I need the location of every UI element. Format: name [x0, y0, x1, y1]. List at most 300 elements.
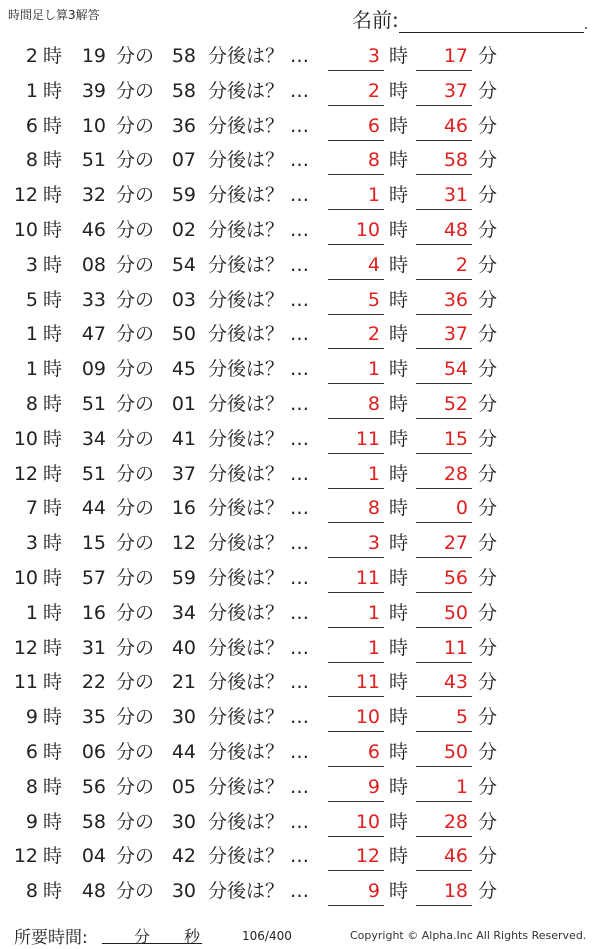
start-minute: 51 — [81, 462, 106, 485]
answer-minute: 58 — [443, 149, 468, 172]
answer-hour: 10 — [355, 706, 380, 729]
minutes-of-label: 分の — [116, 114, 155, 137]
answer-hour-label: 時 — [389, 566, 409, 589]
answer-minute-label: 分 — [478, 184, 498, 207]
start-minute: 39 — [81, 79, 106, 102]
start-hour: 10 — [13, 566, 38, 589]
answer-minute: 37 — [443, 79, 468, 102]
answer-minute-underline — [416, 348, 472, 349]
minutes-of-label: 分の — [116, 497, 155, 520]
answer-minute-label: 分 — [478, 845, 498, 868]
answer-hour-underline — [328, 174, 384, 175]
start-hour: 5 — [25, 288, 38, 311]
problem-row — [0, 526, 600, 561]
minutes-of-label: 分の — [116, 601, 155, 624]
answer-minute: 48 — [443, 218, 468, 241]
problem-row — [0, 457, 600, 492]
answer-hour: 1 — [367, 601, 380, 624]
hour-label: 時 — [43, 845, 63, 868]
answer-minute-label: 分 — [478, 218, 498, 241]
answer-minute-underline — [416, 279, 472, 280]
start-minute: 16 — [81, 601, 106, 624]
minutes-of-label: 分の — [116, 427, 155, 450]
start-hour: 10 — [13, 427, 38, 450]
minutes-after-label: 分後は？ … — [208, 114, 310, 137]
answer-minute-underline — [416, 418, 472, 419]
answer-minute-label: 分 — [478, 288, 498, 311]
answer-hour-underline — [328, 488, 384, 489]
minutes-of-label: 分の — [116, 184, 155, 207]
start-hour: 3 — [25, 532, 38, 555]
answer-minute-label: 分 — [478, 497, 498, 520]
copyright-notice: Copyright © Alpha.Inc All Rights Reserved. — [350, 929, 587, 942]
problem-row — [0, 700, 600, 735]
name-end-dot: . — [583, 17, 589, 33]
problem-row — [0, 735, 600, 770]
minutes-after-label: 分後は？ … — [208, 636, 310, 659]
answer-hour-label: 時 — [389, 392, 409, 415]
minutes-after-label: 分後は？ … — [208, 532, 310, 555]
answer-minute: 50 — [443, 740, 468, 763]
start-minute: 15 — [81, 532, 106, 555]
answer-minute-label: 分 — [478, 45, 498, 67]
answer-minute: 15 — [443, 427, 468, 450]
minutes-of-label: 分の — [116, 79, 155, 102]
answer-hour-underline — [328, 383, 384, 384]
start-hour: 8 — [25, 392, 38, 415]
answer-minute-underline — [416, 627, 472, 628]
hour-label: 時 — [43, 358, 63, 381]
answer-hour-underline — [328, 279, 384, 280]
start-minute: 04 — [81, 845, 106, 868]
answer-hour-underline — [328, 662, 384, 663]
answer-hour-label: 時 — [389, 427, 409, 450]
answer-hour-label: 時 — [389, 323, 409, 346]
hour-label: 時 — [43, 775, 63, 798]
answer-minute-underline — [416, 696, 472, 697]
answer-hour-underline — [328, 209, 384, 210]
answer-minute: 27 — [443, 532, 468, 555]
minutes-after-label: 分後は？ … — [208, 880, 310, 903]
answer-hour: 3 — [367, 532, 380, 555]
start-hour: 3 — [25, 253, 38, 276]
minutes-after-label: 分後は？ … — [208, 706, 310, 729]
problem-row — [0, 631, 600, 666]
answer-hour-underline — [328, 140, 384, 141]
hour-label: 時 — [43, 532, 63, 555]
minutes-after-label: 分後は？ … — [208, 671, 310, 694]
answer-hour-label: 時 — [389, 114, 409, 137]
start-hour: 8 — [25, 775, 38, 798]
start-minute: 22 — [81, 671, 106, 694]
answer-hour-underline — [328, 766, 384, 767]
problem-row — [0, 74, 600, 109]
answer-minute-label: 分 — [478, 358, 498, 381]
answer-hour: 4 — [367, 253, 380, 276]
start-minute: 44 — [81, 497, 106, 520]
start-minute: 33 — [81, 288, 106, 311]
problem-row — [0, 665, 600, 700]
answer-minute-label: 分 — [478, 601, 498, 624]
minutes-of-label: 分の — [116, 740, 155, 763]
start-hour: 2 — [25, 45, 38, 67]
minutes-after-label: 分後は？ … — [208, 740, 310, 763]
answer-minute-label: 分 — [478, 740, 498, 763]
start-minute: 56 — [81, 775, 106, 798]
answer-minute-label: 分 — [478, 323, 498, 346]
answer-minute-underline — [416, 522, 472, 523]
answer-hour-label: 時 — [389, 671, 409, 694]
minutes-after-label: 分後は？ … — [208, 218, 310, 241]
answer-minute-underline — [416, 140, 472, 141]
minutes-after-label: 分後は？ … — [208, 358, 310, 381]
answer-minute: 0 — [455, 497, 468, 520]
hour-label: 時 — [43, 706, 63, 729]
answer-hour: 9 — [367, 880, 380, 903]
hour-label: 時 — [43, 566, 63, 589]
hour-label: 時 — [43, 114, 63, 137]
time-required-line — [102, 943, 202, 944]
added-minutes: 30 — [171, 810, 196, 833]
answer-hour: 1 — [367, 636, 380, 659]
start-hour: 6 — [25, 740, 38, 763]
answer-hour-underline — [328, 453, 384, 454]
added-minutes: 01 — [171, 392, 196, 415]
start-hour: 1 — [25, 323, 38, 346]
name-field — [352, 4, 588, 33]
answer-minute-underline — [416, 488, 472, 489]
answer-hour: 10 — [355, 218, 380, 241]
minutes-of-label: 分の — [116, 253, 155, 276]
minutes-after-label: 分後は？ … — [208, 497, 310, 520]
minutes-after-label: 分後は？ … — [208, 45, 310, 67]
worksheet-title: 時間足し算3解答 — [8, 8, 100, 22]
hour-label: 時 — [43, 880, 63, 903]
added-minutes: 30 — [171, 880, 196, 903]
minutes-of-label: 分の — [116, 462, 155, 485]
minutes-after-label: 分後は？ … — [208, 253, 310, 276]
answer-hour-underline — [328, 314, 384, 315]
answer-hour-underline — [328, 870, 384, 871]
answer-hour-underline — [328, 731, 384, 732]
added-minutes: 58 — [171, 79, 196, 102]
start-minute: 31 — [81, 636, 106, 659]
hour-label: 時 — [43, 740, 63, 763]
answer-minute: 31 — [443, 184, 468, 207]
hour-label: 時 — [43, 427, 63, 450]
answer-hour: 12 — [355, 845, 380, 868]
answer-hour: 9 — [367, 775, 380, 798]
answer-hour-label: 時 — [389, 358, 409, 381]
start-hour: 7 — [25, 497, 38, 520]
problem-row — [0, 805, 600, 840]
start-minute: 19 — [81, 45, 106, 67]
answer-hour-underline — [328, 557, 384, 558]
added-minutes: 12 — [171, 532, 196, 555]
minutes-after-label: 分後は？ … — [208, 775, 310, 798]
answer-minute-label: 分 — [478, 636, 498, 659]
answer-minute: 54 — [443, 358, 468, 381]
problem-row — [0, 352, 600, 387]
answer-minute-underline — [416, 314, 472, 315]
answer-minute: 36 — [443, 288, 468, 311]
start-hour: 12 — [13, 636, 38, 659]
answer-hour-underline — [328, 70, 384, 71]
problem-row — [0, 491, 600, 526]
answer-minute: 56 — [443, 566, 468, 589]
answer-hour: 8 — [367, 497, 380, 520]
start-minute: 10 — [81, 114, 106, 137]
minutes-of-label: 分の — [116, 218, 155, 241]
answer-hour-label: 時 — [389, 184, 409, 207]
hour-label: 時 — [43, 323, 63, 346]
answer-minute-underline — [416, 70, 472, 71]
added-minutes: 21 — [171, 671, 196, 694]
start-minute: 08 — [81, 253, 106, 276]
added-minutes: 05 — [171, 775, 196, 798]
answer-hour-underline — [328, 905, 384, 906]
answer-hour: 1 — [367, 184, 380, 207]
minutes-after-label: 分後は？ … — [208, 149, 310, 172]
minutes-of-label: 分の — [116, 323, 155, 346]
answer-hour-underline — [328, 418, 384, 419]
problem-row — [0, 317, 600, 352]
start-minute: 34 — [81, 427, 106, 450]
start-minute: 47 — [81, 323, 106, 346]
answer-hour: 2 — [367, 79, 380, 102]
start-hour: 11 — [13, 671, 38, 694]
answer-minute: 46 — [443, 845, 468, 868]
problem-row — [0, 109, 600, 144]
hour-label: 時 — [43, 810, 63, 833]
problem-row — [0, 770, 600, 805]
answer-hour-underline — [328, 836, 384, 837]
hour-label: 時 — [43, 253, 63, 276]
answer-minute-label: 分 — [478, 392, 498, 415]
added-minutes: 34 — [171, 601, 196, 624]
start-hour: 12 — [13, 184, 38, 207]
answer-hour: 6 — [367, 740, 380, 763]
answer-hour-label: 時 — [389, 149, 409, 172]
start-minute: 32 — [81, 184, 106, 207]
answer-hour: 11 — [355, 427, 380, 450]
problem-row — [0, 596, 600, 631]
minutes-of-label: 分の — [116, 45, 155, 67]
start-hour: 9 — [25, 706, 38, 729]
answer-minute-underline — [416, 662, 472, 663]
minutes-of-label: 分の — [116, 636, 155, 659]
answer-minute-underline — [416, 453, 472, 454]
added-minutes: 36 — [171, 114, 196, 137]
time-required-label: 所要時間: — [14, 928, 88, 948]
answer-hour-label: 時 — [389, 462, 409, 485]
added-minutes: 59 — [171, 184, 196, 207]
problem-row — [0, 248, 600, 283]
start-minute: 35 — [81, 706, 106, 729]
answer-minute-label: 分 — [478, 706, 498, 729]
hour-label: 時 — [43, 184, 63, 207]
start-minute: 51 — [81, 392, 106, 415]
answer-hour: 1 — [367, 358, 380, 381]
added-minutes: 03 — [171, 288, 196, 311]
answer-hour-label: 時 — [389, 706, 409, 729]
answer-hour-underline — [328, 348, 384, 349]
time-seconds-unit: 秒 — [184, 927, 201, 946]
minutes-after-label: 分後は？ … — [208, 427, 310, 450]
start-hour: 9 — [25, 810, 38, 833]
minutes-after-label: 分後は？ … — [208, 184, 310, 207]
hour-label: 時 — [43, 218, 63, 241]
start-hour: 12 — [13, 462, 38, 485]
added-minutes: 50 — [171, 323, 196, 346]
answer-hour-label: 時 — [389, 880, 409, 903]
answer-minute: 46 — [443, 114, 468, 137]
start-hour: 1 — [25, 601, 38, 624]
answer-minute-label: 分 — [478, 671, 498, 694]
answer-minute: 28 — [443, 462, 468, 485]
answer-minute-underline — [416, 870, 472, 871]
added-minutes: 41 — [171, 427, 196, 450]
minutes-of-label: 分の — [116, 880, 155, 903]
problem-row — [0, 39, 600, 74]
answer-hour-label: 時 — [389, 497, 409, 520]
answer-hour: 8 — [367, 392, 380, 415]
answer-minute-label: 分 — [478, 775, 498, 798]
added-minutes: 30 — [171, 706, 196, 729]
answer-hour: 2 — [367, 323, 380, 346]
problem-row — [0, 422, 600, 457]
answer-hour: 3 — [367, 45, 380, 67]
added-minutes: 58 — [171, 45, 196, 67]
added-minutes: 02 — [171, 218, 196, 241]
answer-hour: 1 — [367, 462, 380, 485]
minutes-of-label: 分の — [116, 532, 155, 555]
answer-minute-underline — [416, 731, 472, 732]
start-hour: 8 — [25, 880, 38, 903]
answer-minute-label: 分 — [478, 880, 498, 903]
problem-row — [0, 839, 600, 874]
answer-hour-label: 時 — [389, 288, 409, 311]
answer-minute-underline — [416, 174, 472, 175]
minutes-after-label: 分後は？ … — [208, 601, 310, 624]
time-minutes-unit: 分 — [134, 927, 151, 946]
minutes-of-label: 分の — [116, 566, 155, 589]
hour-label: 時 — [43, 671, 63, 694]
hour-label: 時 — [43, 149, 63, 172]
answer-minute: 1 — [455, 775, 468, 798]
minutes-of-label: 分の — [116, 775, 155, 798]
answer-minute-underline — [416, 209, 472, 210]
answer-minute-label: 分 — [478, 566, 498, 589]
problem-row — [0, 561, 600, 596]
answer-hour-label: 時 — [389, 740, 409, 763]
added-minutes: 07 — [171, 149, 196, 172]
answer-minute-label: 分 — [478, 114, 498, 137]
start-hour: 6 — [25, 114, 38, 137]
problem-row — [0, 178, 600, 213]
minutes-of-label: 分の — [116, 845, 155, 868]
start-hour: 12 — [13, 845, 38, 868]
answer-hour-label: 時 — [389, 810, 409, 833]
answer-hour: 6 — [367, 114, 380, 137]
start-hour: 1 — [25, 79, 38, 102]
minutes-after-label: 分後は？ … — [208, 288, 310, 311]
answer-minute: 18 — [443, 880, 468, 903]
answer-minute: 17 — [443, 45, 468, 67]
hour-label: 時 — [43, 45, 63, 67]
answer-minute: 50 — [443, 601, 468, 624]
start-hour: 10 — [13, 218, 38, 241]
hour-label: 時 — [43, 288, 63, 311]
answer-minute: 5 — [455, 706, 468, 729]
answer-hour-label: 時 — [389, 253, 409, 276]
start-minute: 48 — [81, 880, 106, 903]
answer-minute-label: 分 — [478, 462, 498, 485]
answer-hour-underline — [328, 696, 384, 697]
problem-row — [0, 387, 600, 422]
answer-hour-label: 時 — [389, 845, 409, 868]
answer-minute-underline — [416, 105, 472, 106]
answer-hour: 10 — [355, 810, 380, 833]
hour-label: 時 — [43, 79, 63, 102]
minutes-of-label: 分の — [116, 392, 155, 415]
minutes-of-label: 分の — [116, 706, 155, 729]
added-minutes: 54 — [171, 253, 196, 276]
answer-hour-underline — [328, 105, 384, 106]
start-hour: 8 — [25, 149, 38, 172]
minutes-after-label: 分後は？ … — [208, 462, 310, 485]
added-minutes: 40 — [171, 636, 196, 659]
answer-hour-label: 時 — [389, 775, 409, 798]
answer-minute-label: 分 — [478, 79, 498, 102]
start-minute: 46 — [81, 218, 106, 241]
hour-label: 時 — [43, 636, 63, 659]
minutes-after-label: 分後は？ … — [208, 566, 310, 589]
minutes-after-label: 分後は？ … — [208, 392, 310, 415]
answer-minute-label: 分 — [478, 532, 498, 555]
answer-hour-label: 時 — [389, 218, 409, 241]
problem-row — [0, 874, 600, 909]
answer-hour-label: 時 — [389, 601, 409, 624]
page-number: 106/400 — [242, 929, 292, 943]
answer-minute-underline — [416, 244, 472, 245]
minutes-after-label: 分後は？ … — [208, 323, 310, 346]
added-minutes: 59 — [171, 566, 196, 589]
answer-minute-label: 分 — [478, 427, 498, 450]
answer-minute-underline — [416, 836, 472, 837]
added-minutes: 16 — [171, 497, 196, 520]
name-blank-line — [399, 12, 584, 33]
start-minute: 57 — [81, 566, 106, 589]
minutes-after-label: 分後は？ … — [208, 79, 310, 102]
answer-hour: 11 — [355, 566, 380, 589]
minutes-of-label: 分の — [116, 671, 155, 694]
start-minute: 06 — [81, 740, 106, 763]
answer-hour: 8 — [367, 149, 380, 172]
answer-minute-label: 分 — [478, 810, 498, 833]
answer-minute-underline — [416, 383, 472, 384]
start-minute: 58 — [81, 810, 106, 833]
answer-minute: 28 — [443, 810, 468, 833]
added-minutes: 44 — [171, 740, 196, 763]
answer-minute-label: 分 — [478, 253, 498, 276]
added-minutes: 42 — [171, 845, 196, 868]
answer-hour-underline — [328, 801, 384, 802]
hour-label: 時 — [43, 392, 63, 415]
minutes-of-label: 分の — [116, 149, 155, 172]
problem-row — [0, 283, 600, 318]
start-hour: 1 — [25, 358, 38, 381]
